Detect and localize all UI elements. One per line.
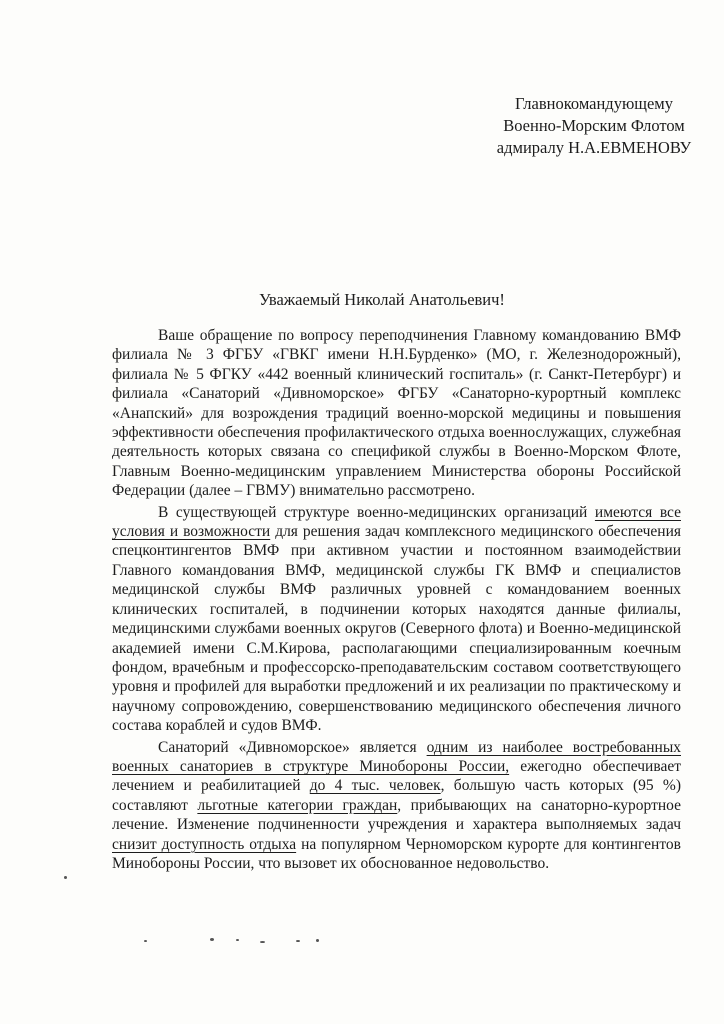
addressee-line-1: Главнокомандующему bbox=[514, 94, 673, 113]
letter-body bbox=[112, 326, 681, 875]
addressee-block bbox=[478, 93, 710, 159]
paragraph-3-text-2: ежегодно обеспечивает лечением и реабилитацией bbox=[112, 757, 681, 795]
paragraph-3-underlined-3: льготные категории граждан bbox=[197, 796, 398, 814]
paragraph-3 bbox=[112, 738, 681, 874]
paragraph-3-text-3: , большую часть которых (95 %) составляют bbox=[112, 777, 681, 814]
paragraph-2-text-b: для решения задач комплексного медицинского обеспечения спецконтингентов ВМФ при активном участии и постоянном взаимодействии Главного командования ВМФ, медицинской службы ГК ВМФ и специалистов медицинской службы ВМФ различных уровней с командованием военных клинических госпиталей, в подчинении которых находятся данные филиалы, медицинскими службами военных округов (Северного флота) и Военно-медицинской академией имени С.М.Кирова, располагающими специализированным коечным фондом, врачебным и профессорско-преподавательским составом соответствующего уровня и профилей для выработки предложений и их реализации по практическому и научному сопровождению, совершенствованию медицинского обеспечения личного состава кораблей и судов ВМФ. bbox=[112, 523, 681, 735]
paragraph-2 bbox=[112, 503, 681, 736]
paragraph-3-text-4: , прибывающих на санаторно-курортное лечение. Изменение подчиненности учреждения и характера выполняемых задач bbox=[112, 796, 681, 834]
salutation: Уважаемый Николай Анатольевич! bbox=[259, 290, 505, 309]
addressee-line-3: адмиралу Н.А.ЕВМЕНОВУ bbox=[496, 138, 692, 157]
paragraph-3-text-1: Санаторий «Дивноморское» является bbox=[158, 738, 427, 756]
paragraph-3-underlined-1: одним из наиболее востребованных военных санаториев в структуре Минобороны России, bbox=[112, 738, 681, 775]
paragraph-2-underlined: имеются все условия и возможности bbox=[112, 503, 681, 541]
paragraph-3-underlined-4: снизит доступность отдыха bbox=[112, 835, 297, 853]
scan-speck bbox=[64, 876, 67, 879]
paragraph-2-text-a: В существующей структуре военно-медицинских организаций bbox=[158, 503, 595, 521]
faint-scan-marks bbox=[140, 932, 340, 952]
paragraph-1: Ваше обращение по вопросу переподчинения Главному командованию ВМФ филиала № 3 ФГБУ «ГВКГ имени Н.Н.Бурденко» (МО, г. Железнодорожный), филиала № 5 ФГКУ «442 военный клинический госпиталь» (г. Санкт-Петербург) и филиала «Санаторий «Дивноморское» ФГБУ «Санаторно-курортный комплекс «Анапский» для возрождения традиций военно-морской медицины и повышения эффективности обеспечения профилактического отдыха военнослужащих, служебная деятельность которых связана со спецификой службы в Военно-Морском Флоте, Главным Военно-медицинским управлением Министерства обороны Российской Федерации (далее – ГВМУ) внимательно рассмотрено. bbox=[112, 327, 681, 500]
addressee-line-2: Военно-Морским Флотом bbox=[503, 116, 685, 135]
paragraph-3-underlined-2: до 4 тыс. человек bbox=[309, 777, 441, 795]
paragraph-3-text-5: на популярном Черноморском курорте для контингентов Минобороны России, что вызовет их обоснованное недовольство. bbox=[112, 835, 681, 872]
